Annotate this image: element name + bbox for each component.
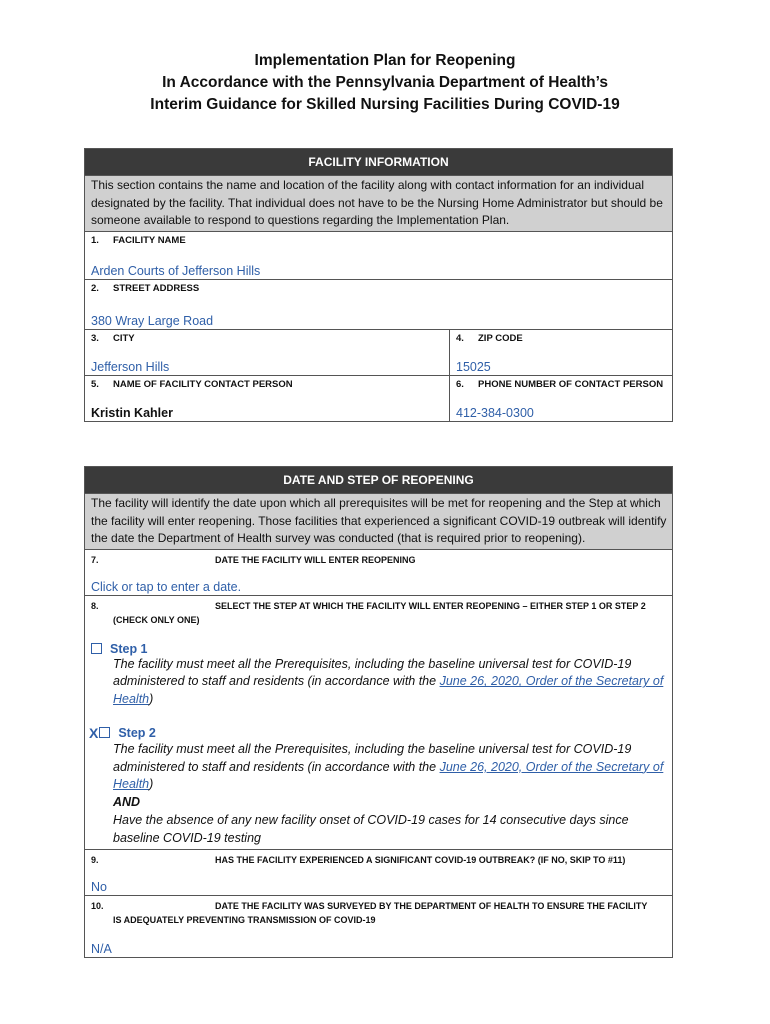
reopening-date-picker[interactable]: Click or tap to enter a date. (91, 579, 242, 594)
step-2-option (85, 725, 672, 848)
facility-section-description: This section contains the name and location of the facility along with contact information for an individual designated by the facility. That individual does not have to be the Nursing Home Administrator but should be someone available to respond to questions regarding the Implementation Plan. (85, 175, 672, 231)
phone-number-field[interactable]: 412-384-0300 (456, 405, 534, 420)
step-2-checkbox[interactable] (99, 727, 110, 738)
contact-person-field[interactable]: Kristin Kahler (91, 405, 173, 420)
reopening-section-description: The facility will identify the date upon which all prerequisites will be met for reopening and the Step at which the facility will enter reopening. Those facilities that experienced a significant COVID-19 outbreak will identify the date the Department of Health survey was conducted (that is required prior to reopening). (85, 493, 672, 549)
city-field[interactable]: Jefferson Hills (91, 359, 170, 374)
survey-date-field[interactable]: N/A (91, 941, 112, 956)
facility-section-header: FACILITY INFORMATION (85, 149, 672, 175)
step-2-additional-requirement: Have the absence of any new facility onset of COVID-19 cases for 14 consecutive days since baseline COVID-19 testing (113, 813, 629, 845)
title-line-1: Implementation Plan for Reopening (254, 52, 516, 69)
reopening-section (84, 466, 673, 958)
step-1-label: Step 1 (110, 641, 148, 656)
step-1-checkbox[interactable] (91, 643, 102, 654)
survey-date-label-cont: IS ADEQUATELY PREVENTING TRANSMISSION OF COVID-19 (113, 914, 376, 925)
field-number: 4. (456, 332, 464, 344)
survey-date-row (85, 895, 672, 957)
street-address-label: STREET ADDRESS (113, 282, 200, 294)
reopening-step-row (85, 595, 672, 849)
contact-phone-row (85, 375, 672, 421)
field-number: 2. (91, 282, 99, 294)
check-only-one-note: (CHECK ONLY ONE) (113, 614, 200, 625)
facility-name-label: FACILITY NAME (113, 234, 186, 246)
reopening-section-header: DATE AND STEP OF REOPENING (85, 467, 672, 493)
field-number: 6. (456, 378, 464, 390)
reopening-date-row (85, 549, 672, 595)
city-zip-row (85, 329, 672, 375)
phone-number-label: PHONE NUMBER OF CONTACT PERSON (478, 378, 664, 390)
street-address-field[interactable]: 380 Wray Large Road (91, 313, 214, 328)
facility-name-field[interactable]: Arden Courts of Jefferson Hills (91, 263, 261, 278)
field-number: 3. (91, 332, 99, 344)
outbreak-label: HAS THE FACILITY EXPERIENCED A SIGNIFICANT COVID-19 OUTBREAK? (IF NO, SKIP TO #11) (215, 854, 626, 865)
paren-close: ) (149, 692, 154, 707)
step-2-description: The facility must meet all the Prerequisites, including the baseline universal test for COVID-19 administered to staff and residents (in accordance with the (113, 741, 632, 774)
facility-name-row (85, 231, 672, 279)
step-2-label: Step 2 (118, 725, 156, 740)
document-title (0, 50, 770, 116)
paren-close: ) (149, 777, 154, 792)
field-number: 10. (91, 900, 104, 911)
field-number: 8. (91, 600, 99, 611)
contact-person-label: NAME OF FACILITY CONTACT PERSON (113, 378, 293, 390)
step-1-description: The facility must meet all the Prerequisites, including the baseline universal test for COVID-19 administered to staff and residents (in accordance with the (113, 656, 632, 689)
field-number: 5. (91, 378, 99, 390)
order-of-secretary-link[interactable]: June 26, 2020, Order of the Secretary of Health (113, 674, 664, 707)
field-number: 9. (91, 854, 99, 865)
field-number: 1. (91, 234, 99, 246)
title-line-2: In Accordance with the Pennsylvania Department of Health’s (162, 74, 608, 91)
title-line-3: Interim Guidance for Skilled Nursing Facilities During COVID-19 (150, 96, 620, 113)
field-number: 7. (91, 554, 99, 565)
reopening-step-label: SELECT THE STEP AT WHICH THE FACILITY WILL ENTER REOPENING – EITHER STEP 1 OR STEP 2 (215, 600, 646, 611)
reopening-date-label: DATE THE FACILITY WILL ENTER REOPENING (215, 554, 416, 565)
outbreak-row (85, 849, 672, 895)
step-2-x-mark: X (89, 724, 99, 741)
step-1-option (85, 642, 672, 709)
city-label: CITY (113, 332, 135, 344)
and-connector: AND (113, 795, 141, 810)
order-of-secretary-link[interactable]: June 26, 2020, Order of the Secretary of Health (113, 759, 664, 792)
street-address-row (85, 279, 672, 329)
survey-date-label: DATE THE FACILITY WAS SURVEYED BY THE DEPARTMENT OF HEALTH TO ENSURE THE FACILITY (215, 900, 648, 911)
zip-code-field[interactable]: 15025 (456, 359, 491, 374)
outbreak-field[interactable]: No (91, 879, 107, 894)
facility-information-section (84, 148, 673, 422)
zip-code-label: ZIP CODE (478, 332, 523, 344)
